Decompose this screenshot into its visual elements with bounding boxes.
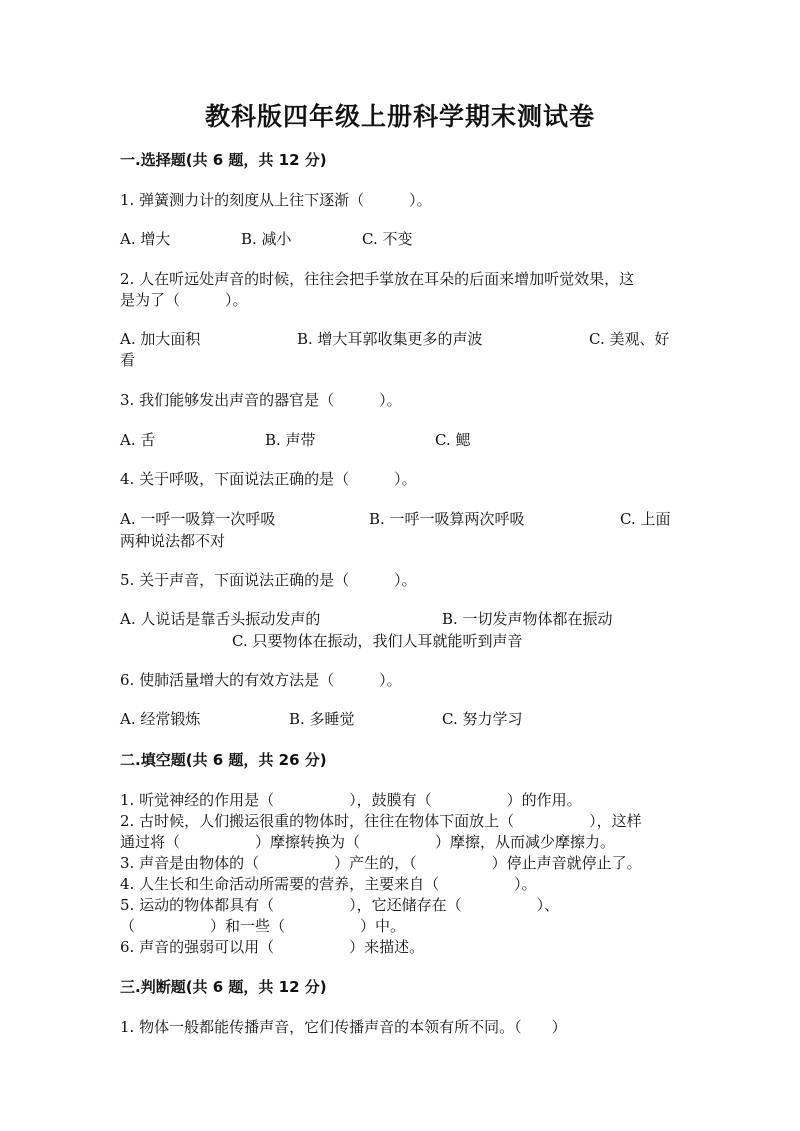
- question-4-option-c: C. 上面: [620, 510, 671, 528]
- fill-line-1: 1. 听觉神经的作用是（ ），鼓膜有（ ）的作用。: [120, 791, 582, 809]
- fill-line-3: 通过将（ ）摩擦转换为（ ）摩擦，从而减少摩擦力。: [120, 833, 616, 851]
- fill-line-2: 2. 古时候，人们搬运很重的物体时，往往在物体下面放上（ ），这样: [120, 812, 642, 830]
- question-6-stem: 6. 使肺活量增大的有效方法是（ ）。: [120, 671, 402, 689]
- question-3-option-a: A. 舌: [120, 431, 156, 449]
- question-2-option-c-continued: 看: [120, 351, 136, 369]
- question-1-option-a: A. 增大: [120, 230, 171, 248]
- question-1-option-b: B. 减小: [241, 230, 292, 248]
- question-6-option-a: A. 经常锻炼: [120, 710, 201, 728]
- question-4-option-c-continued: 两种说法都不对: [120, 532, 226, 550]
- question-4-option-a: A. 一呼一吸算一次呼吸: [120, 510, 276, 528]
- question-2-stem-line-2: 是为了（ ）。: [120, 291, 248, 309]
- question-5-option-a: A. 人说话是靠舌头振动发声的: [120, 610, 321, 628]
- page-title: 教科版四年级上册科学期末测试卷: [204, 102, 595, 131]
- question-4-option-b: B. 一呼一吸算两次呼吸: [369, 510, 525, 528]
- judge-line-1: 1. 物体一般都能传播声音，它们传播声音的本领有所不同。（ ）: [120, 1018, 567, 1036]
- question-6-option-b: B. 多睡觉: [289, 710, 355, 728]
- question-3-stem: 3. 我们能够发出声音的器官是（ ）。: [120, 391, 402, 409]
- question-1-option-c: C. 不变: [362, 230, 413, 248]
- section-heading-choice: 一.选择题(共 6 题，共 12 分): [120, 151, 327, 169]
- fill-line-4: 3. 声音是由物体的（ ）产生的，（ ）停止声音就停止了。: [120, 854, 642, 872]
- question-5-option-c: C. 只要物体在振动，我们人耳就能听到声音: [232, 632, 523, 650]
- question-5-option-b: B. 一切发声物体都在振动: [442, 610, 613, 628]
- question-2-option-a: A. 加大面积: [120, 330, 201, 348]
- question-4-stem: 4. 关于呼吸，下面说法正确的是（ ）。: [120, 470, 417, 488]
- question-2-stem-line-1: 2. 人在听远处声音的时候，往往会把手掌放在耳朵的后面来增加听觉效果，这: [120, 270, 635, 288]
- question-1-stem: 1. 弹簧测力计的刻度从上往下逐渐（ ）。: [120, 191, 432, 209]
- question-3-option-b: B. 声带: [265, 431, 316, 449]
- section-heading-fill-in: 二.填空题(共 6 题，共 26 分): [120, 751, 327, 769]
- question-5-stem: 5. 关于声音，下面说法正确的是（ ）。: [120, 571, 417, 589]
- fill-line-7: （ ）和一些（ ）中。: [120, 917, 406, 935]
- question-2-option-c: C. 美观、好: [589, 330, 670, 348]
- section-heading-true-false: 三.判断题(共 6 题，共 12 分): [120, 978, 327, 996]
- question-6-option-c: C. 努力学习: [442, 710, 523, 728]
- fill-line-6: 5. 运动的物体都具有（ ），它还储存在（ ）、: [120, 896, 560, 914]
- question-3-option-c: C. 鳃: [435, 431, 471, 449]
- question-2-option-b: B. 增大耳郭收集更多的声波: [297, 330, 483, 348]
- fill-line-8: 6. 声音的强弱可以用（ ）来描述。: [120, 938, 425, 956]
- fill-line-5: 4. 人生长和生命活动所需要的营养，主要来自（ ）。: [120, 875, 537, 893]
